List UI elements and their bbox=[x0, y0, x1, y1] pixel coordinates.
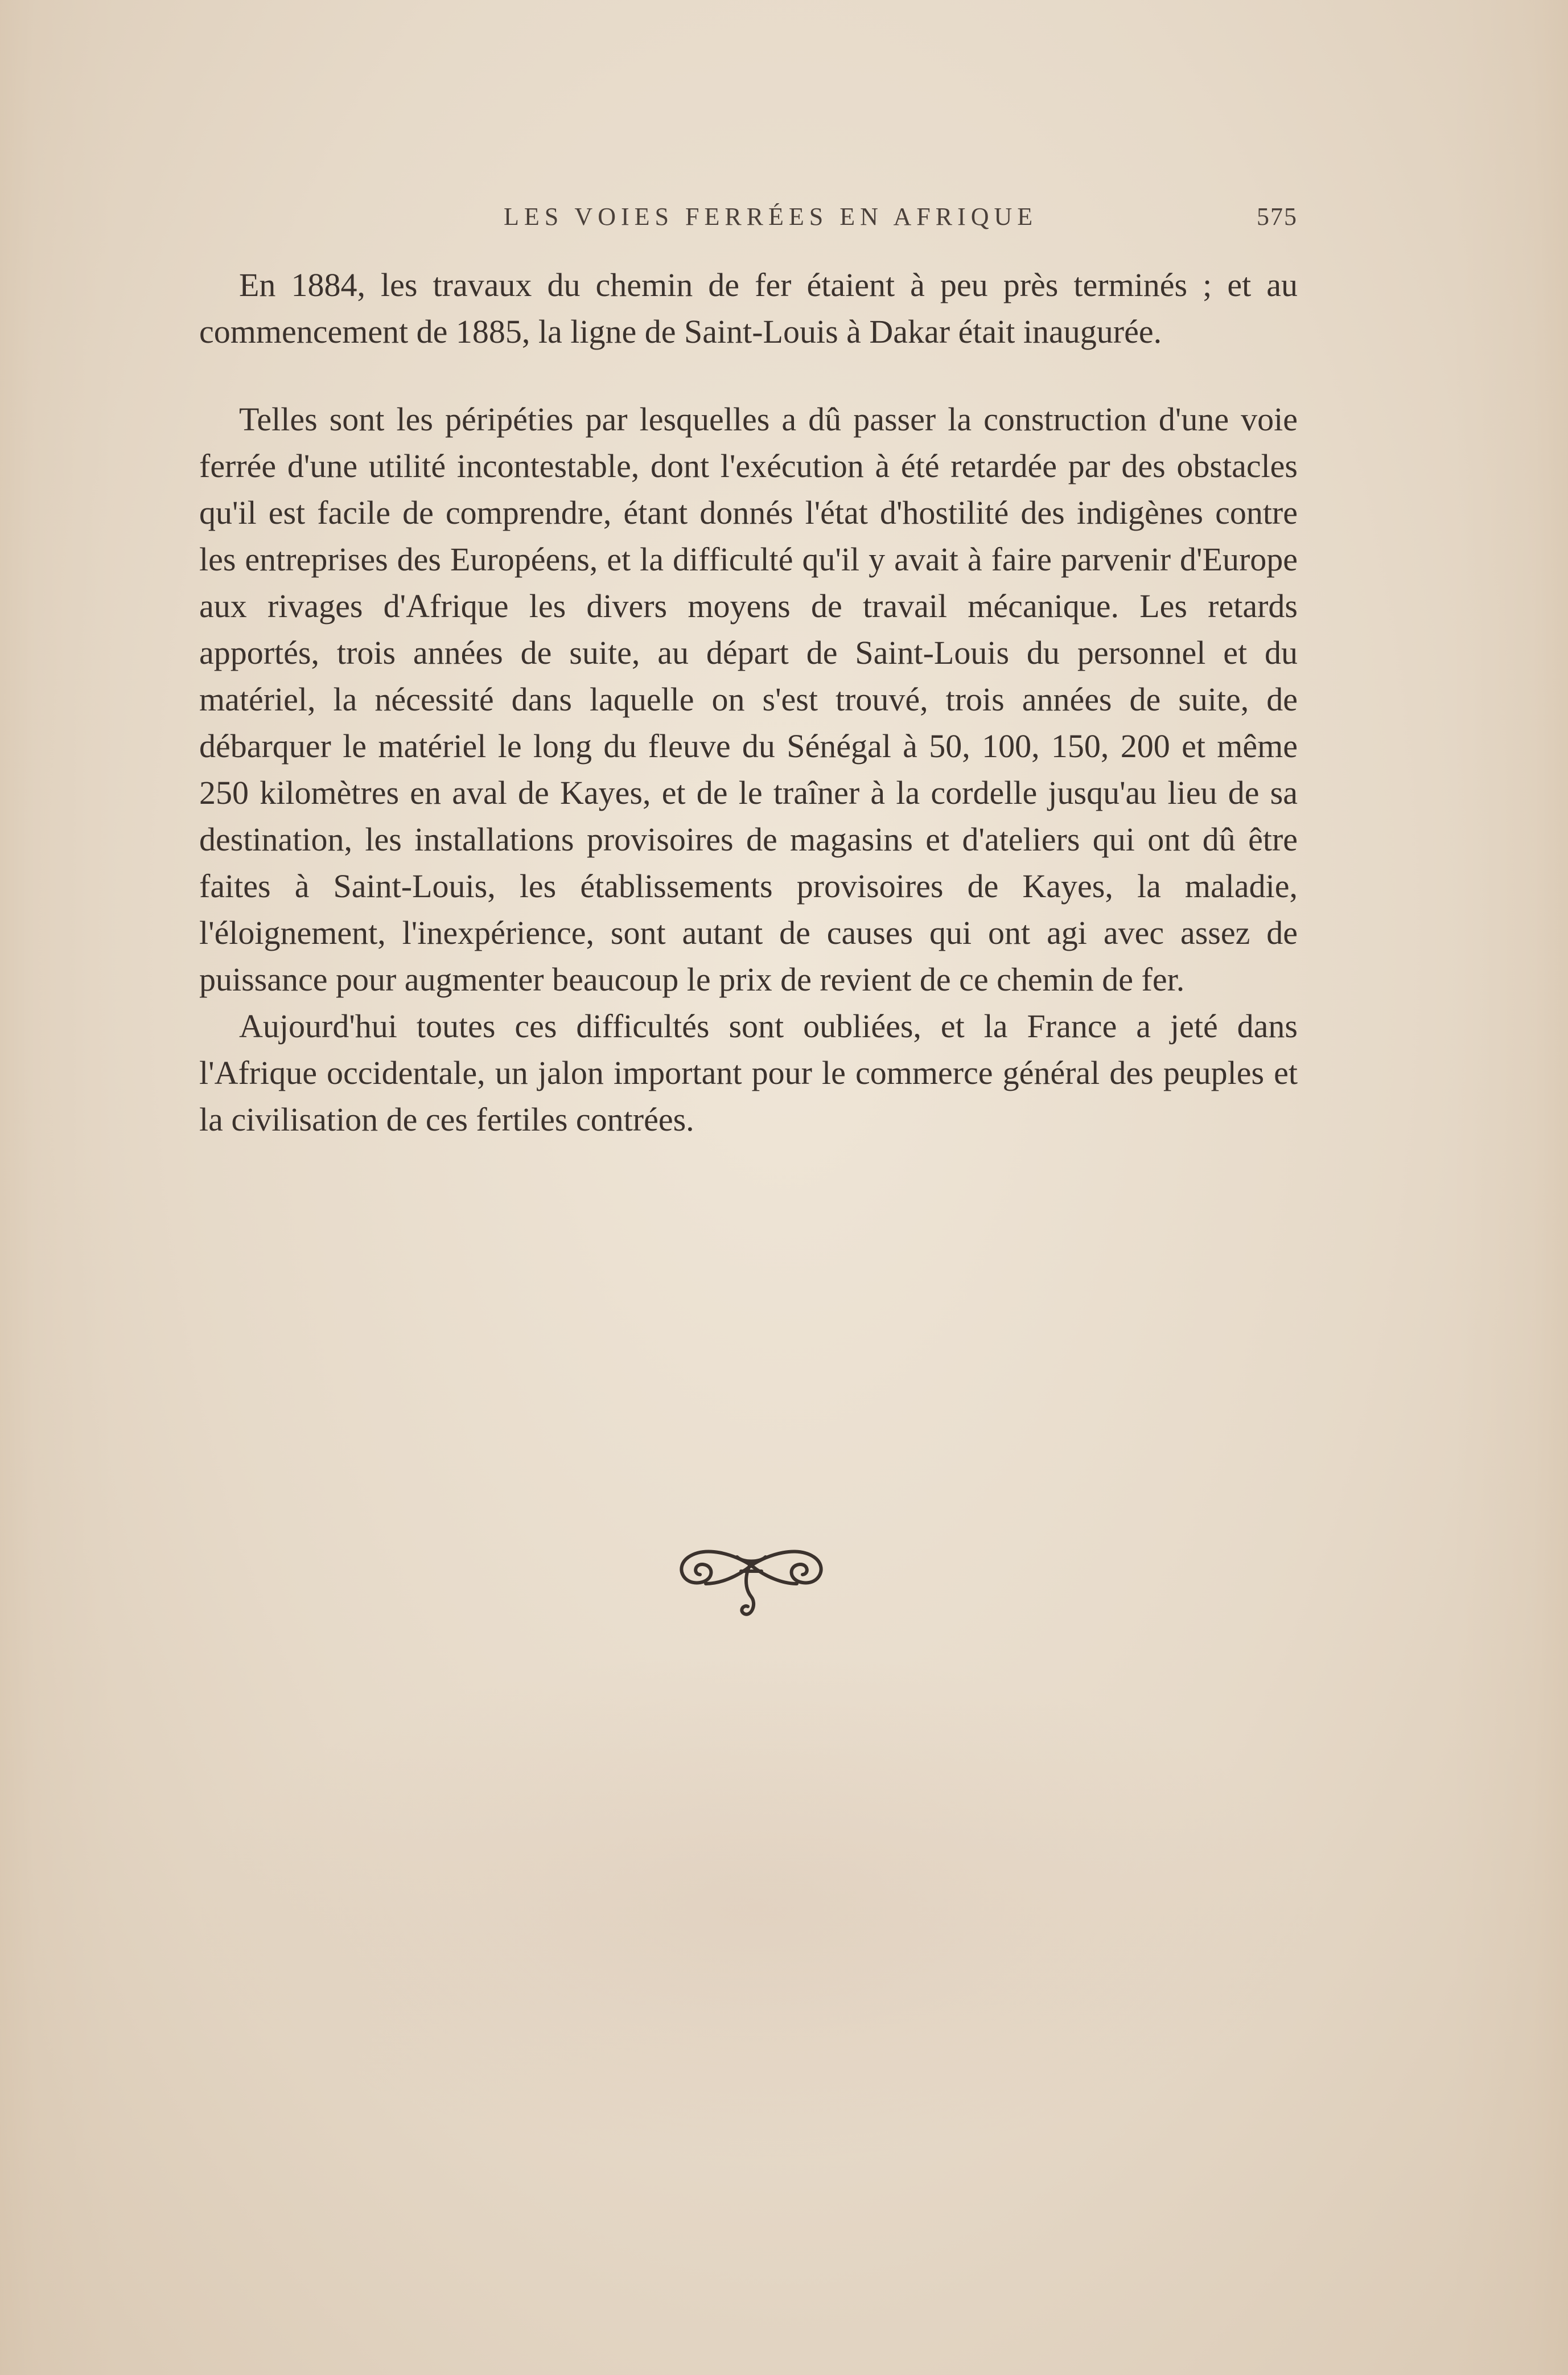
page-number: 575 bbox=[1257, 203, 1298, 231]
body-text bbox=[199, 262, 1298, 1143]
running-title: LES VOIES FERRÉES EN AFRIQUE bbox=[504, 203, 1038, 231]
reverse-page-bleed bbox=[188, 1651, 1326, 2163]
paragraph-2: Telles sont les péripéties par lesquelles a dû passer la construction d'une voie ferrée d'une utilité incontestable, dont l'exécution à été retardée par des obstacles qu'il est facile de comprendre, étant donnés l'état d'hostilité des indigènes contre les entreprises des Européens, et la difficulté qu'il y avait à faire parvenir d'Europe aux rivages d'Afrique les divers moyens de travail mécanique. Les retards apportés, trois années de suite, au départ de Saint-Louis du personnel et du matériel, la nécessité dans laquelle on s'est trouvé, trois années de suite, de débarquer le matériel le long du fleuve du Sénégal à 50, 100, 150, 200 et même 250 kilomètres en aval de Kayes, et de le traîner à la cordelle jusqu'au lieu de sa destination, les installations provisoires de magasins et d'ateliers qui ont dû être faites à Saint-Louis, les établissements provisoires de Kayes, la maladie, l'éloignement, l'inexpérience, sont autant de causes qui ont agi avec assez de puissance pour augmenter beaucoup le prix de revient de ce chemin de fer. bbox=[199, 401, 1298, 998]
paragraph-1: En 1884, les travaux du chemin de fer étaient à peu près terminés ; et au commencement de 1885, la ligne de Saint-Louis à Dakar était inaugurée. bbox=[199, 266, 1298, 350]
running-head bbox=[199, 202, 1298, 242]
fleuron-ornament-icon bbox=[666, 1531, 837, 1622]
paragraph-3: Aujourd'hui toutes ces difficultés sont oubliées, et la France a jeté dans l'Afrique occidentale, un jalon important pour le commerce général des peuples et la civilisation de ces fertiles contrées. bbox=[199, 1008, 1298, 1138]
